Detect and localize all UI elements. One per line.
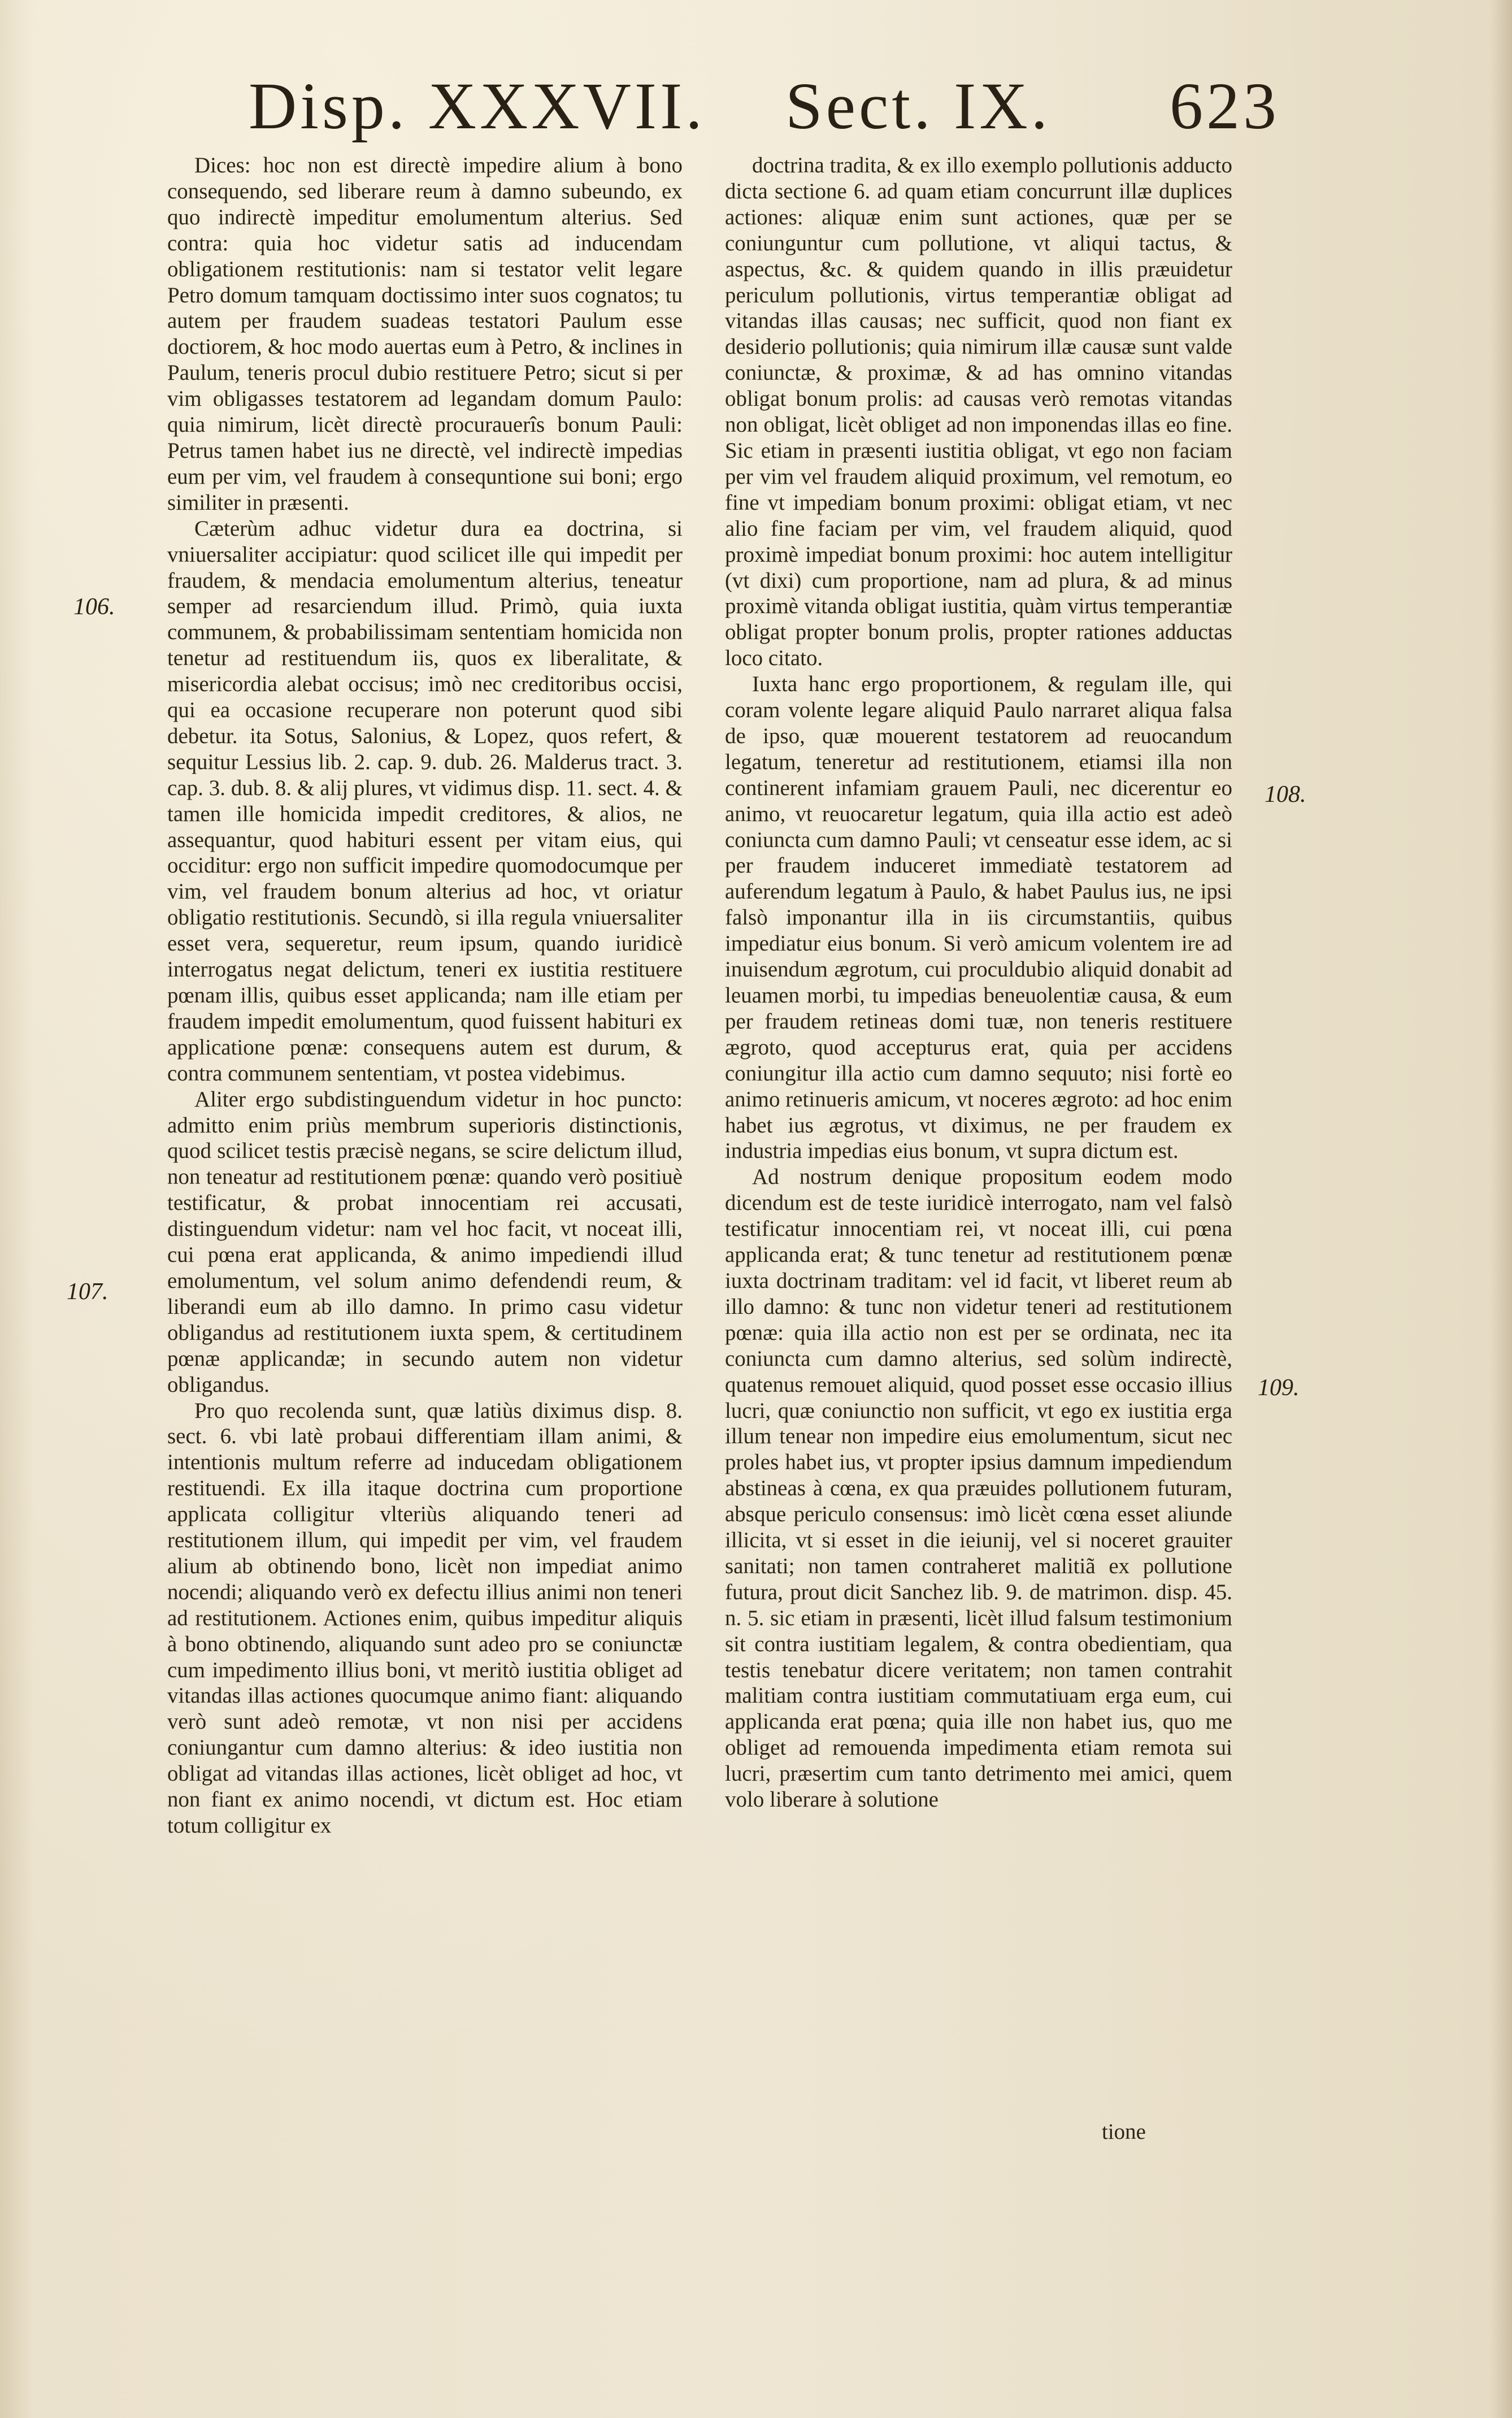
paragraph: Ad nostrum denique propositum eodem modo dicendum est de teste iuridicè interrogato, nam vel falsò testificatur innocentiam rei, vt noceat illi, cui pœna applicanda erat; & tunc tenetur ad restitutionem pœnæ iuxta doctrinam traditam: vel id facit, vt liberet reum ab illo damno: & tunc non videtur teneri ad restitutionem pœnæ: quia illa actio non est per se ordinata, nec ita coniuncta cum damno alterius, sed solùm indirectè, quatenus remouet aliquid, quod posset esse occasio illius lucri, quæ coniunctio non sufficit, vt ego ex iustitia erga illum tenear non impedire eius emolumentum, sicut nec proles habet ius, vt propter ipsius damnum impediendum abstineas à cœna, ex qua præuides pollutionem futuram, absque periculo consensus: imò licèt cœna esset aliunde illicita, vt si esset in die ieiunij, vel si noceret grauiter sanitati; non tamen contraheret malitiã ex pollutione futura, prout dicit Sanchez lib. 9. de matrimon. disp. 45. n. 5. sic etiam in præsenti, licèt illud falsum testimonium sit contra iustitiam legalem, & contra obedientiam, qua testis tenebatur dicere veritatem; non tamen contrahit malitiam contra iustitiam commutatiuam erga eum, cui applicanda erat pœna; quia ille non habet ius, quo me obliget ad remouenda impedimenta etiam remota sui lucri, præsertim cum tanto detrimento mei amici, quem volo liberare à solutione: [725, 1165, 1232, 1812]
paragraph: Aliter ergo subdistinguendum videtur in hoc puncto: admitto enim priùs membrum superioris distinctionis, quod scilicet testis præcisè negans, se scire delictum illud, non teneatur ad restitutionem pœnæ: quando verò positiuè testificatur, & probat innocentiam rei accusati, distinguendum videtur: nam vel hoc facit, vt noceat illi, cui pœna erat applicanda, & animo impediendi illud emolumentum, vel solum animo defendendi reum, & liberandi eum ab illo damno. In primo casu videtur obligandus ad restitutionem iuxta spem, & certitudinem pœnæ applicandæ; in secundo autem non videtur obligandus.: [167, 1087, 683, 1397]
page-edge-shadow: [1489, 0, 1512, 2418]
right-column: [725, 153, 1232, 1813]
paragraph: Iuxta hanc ergo proportionem, & regulam ille, qui coram volente legare aliquid Paulo narraret aliqua falsa de ipso, quæ mouerent testatorem ad reuocandum legatum, teneretur ad restitutionem, etiamsi illa non continerent infamiam grauem Pauli, nec dicerentur eo animo, vt reuocaretur legatum, quia illa actio est adeò coniuncta cum damno Pauli; vt censeatur esse idem, ac si per fraudem induceret immediatè testatorem ad auferendum legatum à Paulo, & habet Paulus ius, ne ipsi falsò imponantur illa in iis circumstantiis, quibus impediatur eius bonum. Si verò amicum volentem ire ad inuisendum ægrotum, cui proculdubio aliquid donabit ad leuamen morbi, tu impedias beneuolentiæ causa, & eum per fraudem retineas domi tuæ, non teneris restituere ægroto, quod accepturus erat, quia per accidens coniungitur illa actio cum damno sequuto; nisi fortè eo animo retinueris amicum, vt noceres ægroto: ad hoc enim habet ius ægrotus, vt diximus, ne per fraudem ex industria impedias eius bonum, vt supra dictum est.: [725, 672, 1232, 1164]
margin-number-109: 109.: [1258, 1375, 1300, 1401]
header-section: Sect. IX.: [785, 69, 1052, 143]
catchword: tione: [1102, 2120, 1146, 2144]
paragraph: Cæterùm adhuc videtur dura ea doctrina, si vniuersaliter accipiatur: quod scilicet ille qui impedit per fraudem, & mendacia emolumentum alterius, teneatur semper ad resarciendum illud. Primò, quia iuxta communem, & probabilissimam sententiam homicida non tenetur ad restituendum iis, quos ex liberalitate, & misericordia alebat occisus; imò nec creditoribus occisi, qui ea occasione recuperare non poterunt quod sibi debetur. ita Sotus, Salonius, & Lopez, quos refert, & sequitur Lessius lib. 2. cap. 9. dub. 26. Malderus tract. 3. cap. 3. dub. 8. & alij plures, vt vidimus disp. 11. sect. 4. & tamen ille homicida impedit creditores, & alios, ne assequantur, quod habituri essent per vitam eius, qui occiditur: ergo non sufficit impedire quomodocumque per vim, vel fraudem bonum alterius ad hoc, vt oriatur obligatio restitutionis. Secundò, si illa regula vniuersaliter esset vera, sequeretur, reum ipsum, quando iuridicè interrogatus negat delictum, teneri ex iustitia restituere pœnam illis, quibus esset applicanda; nam ille etiam per fraudem impedit emolumentum, quod fuissent habituri ex applicatione pœnæ: consequens autem est durum, & contra communem sententiam, vt postea videbimus.: [167, 516, 683, 1086]
margin-number-106: 106.: [73, 594, 115, 620]
left-column: [167, 153, 683, 1839]
margin-number-107: 107.: [67, 1279, 108, 1305]
running-header: [249, 68, 1280, 153]
page-number: 623: [1170, 69, 1280, 143]
margin-number-108: 108.: [1265, 782, 1306, 808]
header-disputation: Disp. XXXVII.: [249, 69, 706, 143]
paragraph: Pro quo recolenda sunt, quæ latiùs diximus disp. 8. sect. 6. vbi latè probaui differentiam illam animi, & intentionis multum referre ad inducedam obligationem restituendi. Ex illa itaque doctrina cum proportione applicata colligitur vlteriùs aliquando teneri ad restitutionem illum, qui impedit per vim, vel fraudem alium ab obtinendo bono, licèt non impediat animo nocendi; aliquando verò ex defectu illius animi non teneri ad restitutionem. Actiones enim, quibus impeditur aliquis à bono obtinendo, aliquando sunt adeo pro se coniunctæ cum impedimento illius boni, vt meritò iustitia obliget ad vitandas illas actiones quocumque animo fiant: aliquando verò sunt adeò remotæ, vt non nisi per accidens coniungantur cum damno alterius: & ideo iustitia non obligat ad vitandas illas actiones, licèt obliget ad hoc, vt non fiant ex animo nocendi, vt dictum est. Hoc etiam totum colligitur ex: [167, 1398, 683, 1838]
paragraph: Dices: hoc non est directè impedire alium à bono consequendo, sed liberare reum à damno subeundo, ex quo indirectè impeditur emolumentum alterius. Sed contra: quia hoc videtur satis ad inducendam obligationem restitutionis: nam si testator velit legare Petro domum tamquam doctissimo inter suos cognatos; tu autem per fraudem suadeas testatori Paulum esse doctiorem, & hoc modo auertas eum à Petro, & inclines in Paulum, teneris procul dubio restituere Petro; sicut si per vim obligasses testatorem ad legandam domum Paulo: quia nimirum, licèt directè procurauerîs bonum Pauli: Petrus tamen habet ius ne directè, vel indirectè impedias eum per vim, vel fraudem à consequntione sui boni; ergo similiter in præsenti.: [167, 153, 683, 515]
paragraph: doctrina tradita, & ex illo exemplo pollutionis adducto dicta sectione 6. ad quam etiam concurrunt illæ duplices actiones: aliquæ enim sunt actiones, quæ per se coniunguntur cum pollutione, vt aliqui tactus, & aspectus, &c. & quidem quando in illis præuidetur periculum pollutionis, virtus temperantiæ obligat ad vitandas illas causas; nec sufficit, quod non fiant ex desiderio pollutionis; quia nimirum illæ causæ sunt valde coniunctæ, & proximæ, & ad has omnino vitandas obligat bonum prolis: ad causas verò remotas vitandas non obligat, licèt obliget ad non imponendas illas eo fine. Sic etiam in præsenti iustitia obligat, vt ego non faciam per vim vel fraudem aliquid proximum, vel remotum, eo fine vt impediam bonum proximi: obligat etiam, vt nec alio fine faciam per vim, vel fraudem aliquid, quod proximè impediat bonum proximi: hoc autem intelligitur (vt dixi) cum proportione, nam ad plura, & ad minus proximè vitanda obligat iustitia, quàm virtus temperantiæ obligat propter bonum prolis, propter rationes adductas loco citato.: [725, 153, 1232, 671]
